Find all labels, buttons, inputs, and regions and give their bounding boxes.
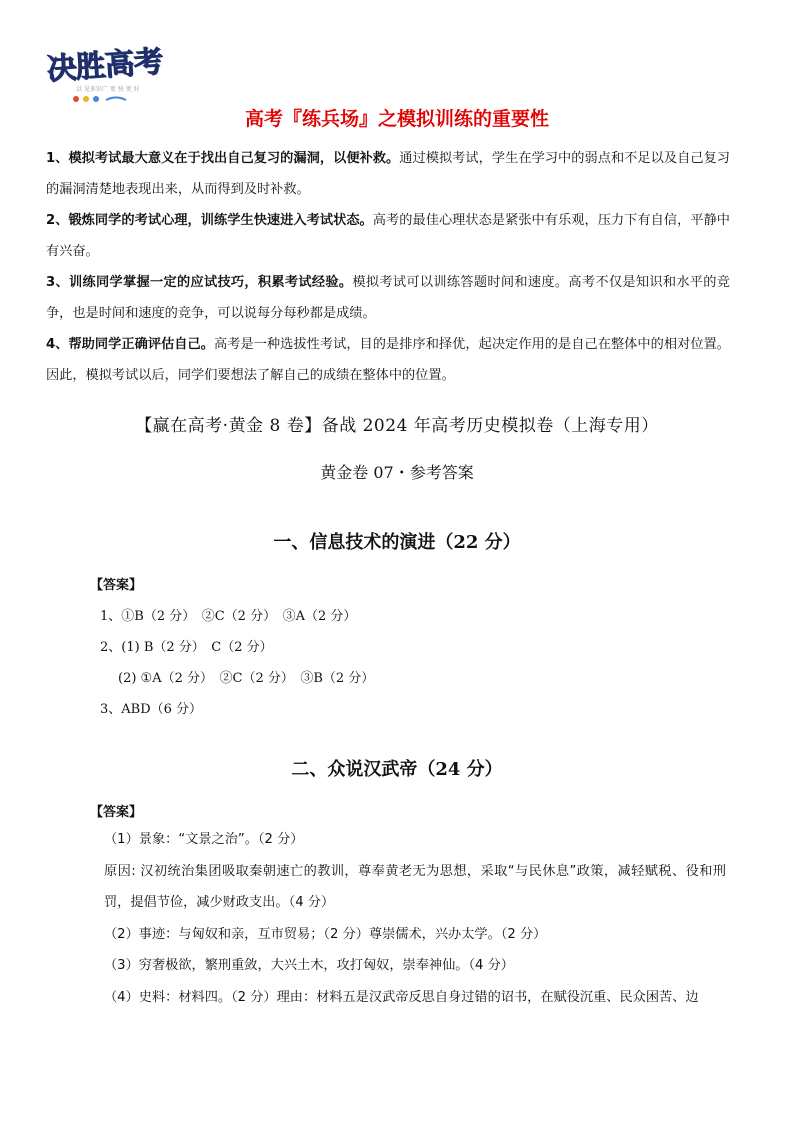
- answer-paragraph: 原因: 汉初统治集团吸取秦朝速亡的教训，尊奉黄老无为思想，采取“与民休息”政策，减轻赋税、役和刑罚，提倡节俭，减少财政支出。（4 分）: [104, 863, 726, 910]
- section-1-answer-label: 【答案】: [90, 578, 143, 593]
- promo-title: 高考『练兵场』之模拟训练的重要性: [244, 108, 549, 130]
- tip-text: 高考是一种选拔性考试，目的是排序和择优，起决定作用的是自己在整体中的相对位置。因此，模拟考试以后，同学们要想法了解自己的成绩在整体中的位置。: [46, 337, 730, 383]
- answer-paragraph: （1）景象：“文景之治”。（2 分）: [104, 832, 304, 847]
- answer-line: (2) ①A（2 分） ②C（2 分） ③B（2 分）: [118, 671, 375, 686]
- section-2-answer-label: 【答案】: [90, 805, 143, 820]
- tip-bold: 2、锻炼同学的考试心理，训练学生快速进入考试状态。: [46, 213, 373, 228]
- logo: [46, 40, 164, 110]
- tip-2: [46, 205, 730, 267]
- section-1-title: 一、信息技术的演进（22 分）: [273, 532, 521, 553]
- answer-line: 3、ABD（6 分）: [100, 702, 203, 717]
- tip-3: [46, 267, 730, 329]
- tip-text: 高考的最佳心理状态是紧张中有乐观，压力下有自信，平静中有兴奋。: [46, 213, 730, 259]
- answer-paragraph: （3）穷奢极欲，繁刑重敛，大兴土木，攻打匈奴，崇奉神仙。（4 分）: [104, 958, 514, 973]
- tip-bold: 4、帮助同学正确评估自己。: [46, 337, 214, 352]
- tip-text: 通过模拟考试，学生在学习中的弱点和不足以及自己复习的漏洞清楚地表现出来，从而得到及时补救。: [46, 151, 730, 197]
- answer-line: 1、①B（2 分） ②C（2 分） ③A（2 分）: [100, 609, 357, 624]
- answer-line: 2、(1) B（2 分） C（2 分）: [100, 640, 273, 655]
- promo-tips: [46, 143, 730, 391]
- paper-subtitle: 黄金卷 07・参考答案: [320, 463, 474, 482]
- tip-4: [46, 329, 730, 391]
- tip-bold: 3、训练同学掌握一定的应试技巧，积累考试经验。: [46, 275, 353, 290]
- tip-1: [46, 143, 730, 205]
- logo-subtext: 以 见多识广 更 快 更 好: [76, 86, 140, 93]
- tip-bold: 1、模拟考试最大意义在于找出自己复习的漏洞，以便补救。: [46, 151, 400, 166]
- answer-paragraph: （2）事迹：与匈奴和亲，互市贸易；（2 分）尊崇儒术，兴办太学。（2 分）: [104, 926, 547, 942]
- logo-decoration-icon: [70, 94, 130, 104]
- section-2-title: 二、众说汉武帝（24 分）: [291, 759, 503, 780]
- answer-paragraph: （4）史料：材料四。（2 分）理由：材料五是汉武帝反思自身过错的诏书，在赋役沉重、民众困苦、边: [104, 989, 699, 1005]
- paper-title: 【赢在高考·黄金 8 卷】备战 2024 年高考历史模拟卷（上海专用）: [135, 416, 659, 436]
- logo-text: 决胜高考: [45, 43, 164, 87]
- tip-text: 模拟考试可以训练答题时间和速度。高考不仅是知识和水平的竞争，也是时间和速度的竞争，可以说每分每秒都是成绩。: [46, 275, 730, 321]
- section-2-answers: [90, 824, 726, 1013]
